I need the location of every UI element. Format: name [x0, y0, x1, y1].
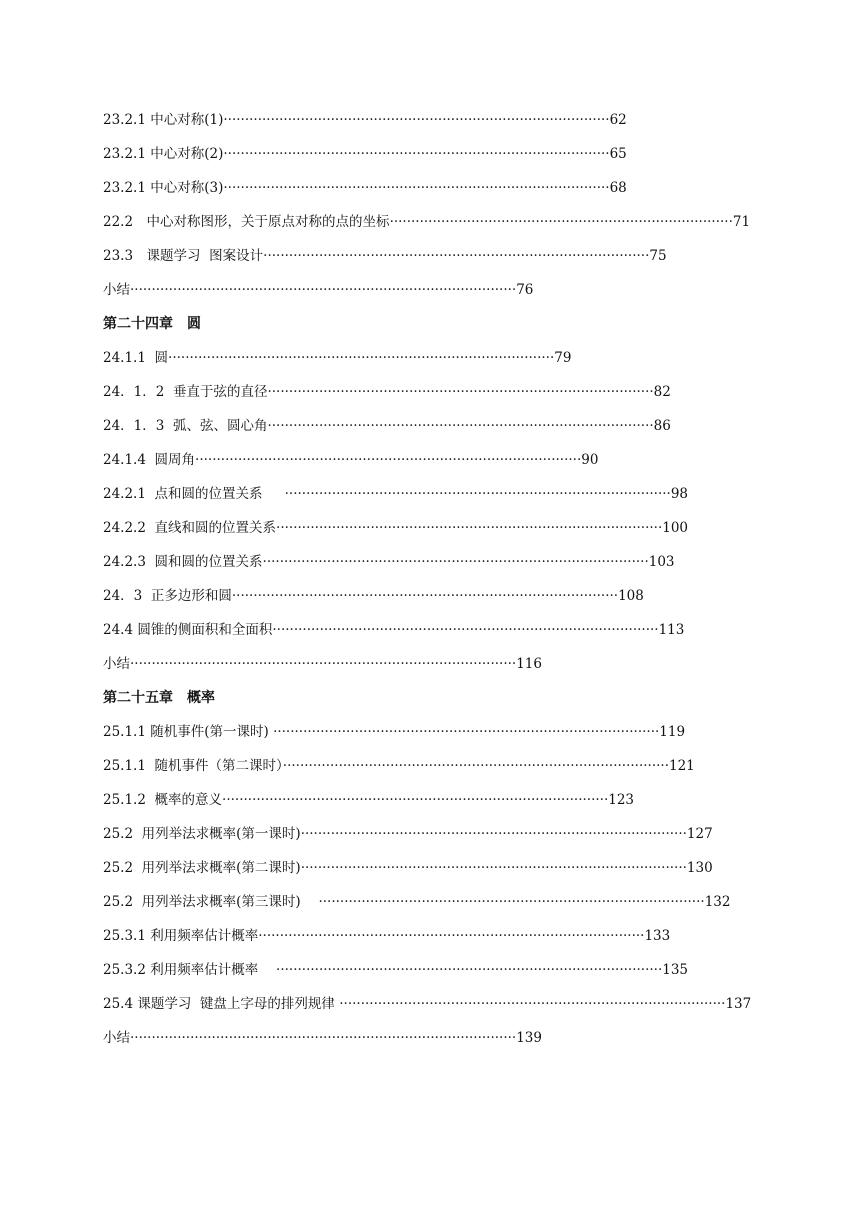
toc-entry-line	[103, 244, 667, 268]
toc-entry	[103, 958, 763, 992]
toc-leader-dots: ··························································································	[223, 146, 610, 162]
toc-entry-title: 25.2 用列举法求概率(第二课时)	[103, 860, 301, 876]
toc-entry-line	[103, 278, 533, 302]
toc-leader-dots: ··························································································	[130, 656, 517, 672]
table-of-contents	[103, 108, 763, 1060]
toc-leader-dots: ··························································································	[195, 452, 582, 468]
toc-page-number: 76	[516, 282, 534, 298]
toc-leader-dots: ··························································································	[262, 554, 649, 570]
toc-page-number: 90	[581, 452, 599, 468]
toc-entry	[103, 856, 763, 890]
toc-entry-title: 25.4 课题学习 键盘上字母的排列规律	[103, 996, 340, 1012]
toc-entry-line	[103, 448, 598, 472]
toc-entry	[103, 550, 763, 584]
toc-entry	[103, 176, 763, 210]
toc-page-number: 100	[662, 520, 689, 536]
toc-entry-line	[103, 1026, 542, 1050]
toc-leader-dots: ··························································································	[258, 928, 645, 944]
toc-entry-title: 小结	[103, 656, 130, 672]
toc-page-number: 103	[648, 554, 675, 570]
toc-leader-dots: ··························································································	[267, 418, 654, 434]
toc-entry-line	[103, 414, 671, 438]
toc-page-number: 132	[704, 894, 731, 910]
toc-entry	[103, 584, 763, 618]
toc-entry	[103, 448, 763, 482]
toc-page-number: 113	[658, 622, 685, 638]
toc-page-number: 82	[653, 384, 671, 400]
toc-entry	[103, 142, 763, 176]
toc-page-number: 127	[686, 826, 713, 842]
toc-entry-title: 小结	[103, 282, 130, 298]
toc-entry-line	[103, 652, 542, 676]
toc-entry-line	[103, 176, 627, 200]
toc-entry-line	[103, 516, 688, 540]
toc-entry-line	[103, 822, 713, 846]
toc-entry-title: 25.2 用列举法求概率(第一课时)	[103, 826, 301, 842]
toc-page-number: 116	[516, 656, 542, 672]
toc-entry-title: 25.1.1 随机事件（第二课时）	[103, 758, 283, 774]
toc-entry-line	[103, 380, 671, 404]
toc-entry	[103, 516, 763, 550]
toc-entry	[103, 482, 763, 516]
toc-leader-dots: ··························································································	[231, 588, 619, 604]
toc-page-number: 130	[686, 860, 713, 876]
toc-entry-line	[103, 618, 684, 642]
toc-entry-title: 24.2.1 点和圆的位置关系	[103, 486, 285, 502]
toc-leader-dots: ··························································································	[276, 520, 663, 536]
toc-entry	[103, 380, 763, 414]
chapter-heading: 第二十四章 圆	[103, 316, 201, 332]
toc-leader-dots: ··························································································	[222, 792, 609, 808]
toc-entry-title: 小结	[103, 1030, 130, 1046]
chapter-heading: 第二十五章 概率	[103, 690, 215, 706]
toc-entry-title: 24.2.3 圆和圆的位置关系	[103, 554, 263, 570]
toc-page-number: 119	[659, 724, 686, 740]
toc-page-number: 137	[725, 996, 752, 1012]
toc-entry-title: 24.4 圆锥的侧面积和全面积	[103, 622, 273, 638]
toc-entry-line	[103, 958, 688, 982]
toc-entry	[103, 822, 763, 856]
toc-entry-line	[103, 584, 644, 608]
toc-leader-dots: ··························································································	[318, 894, 705, 910]
toc-leader-dots: ··························································································	[284, 486, 671, 502]
toc-leader-dots: ··························································································	[130, 282, 517, 298]
toc-leader-dots: ················································································	[389, 214, 733, 230]
toc-entry-line	[103, 142, 627, 166]
toc-entry-title: 25.3.1 利用频率估计概率	[103, 928, 259, 944]
toc-entry-line	[103, 924, 670, 948]
toc-entry-title: 25.2 用列举法求概率(第三课时)	[103, 894, 319, 910]
toc-entry	[103, 890, 763, 924]
toc-entry-line	[103, 108, 627, 132]
toc-page-number: 98	[670, 486, 689, 502]
toc-entry-title: 24.1.4 圆周角	[103, 452, 196, 468]
toc-page-number: 139	[516, 1030, 542, 1046]
toc-entry-title: 23.2.1 中心对称(2)	[103, 146, 224, 162]
toc-leader-dots: ··························································································	[273, 724, 660, 740]
toc-entry	[103, 414, 763, 448]
toc-entry	[103, 346, 763, 380]
toc-page-number: 121	[669, 758, 695, 774]
toc-entry-line	[103, 754, 695, 778]
toc-page-number: 123	[608, 792, 635, 808]
toc-entry-line	[103, 856, 713, 880]
toc-page-number: 65	[609, 146, 627, 162]
toc-entry-title: 24．3 正多边形和圆	[103, 588, 232, 604]
toc-entry-title: 24．1．2 垂直于弦的直径	[103, 384, 268, 400]
toc-entry	[103, 1026, 763, 1060]
toc-entry-title: 22.2 中心对称图形，关于原点对称的点的坐标	[103, 214, 390, 230]
toc-leader-dots: ··························································································	[282, 758, 669, 774]
toc-leader-dots: ··························································································	[263, 248, 650, 264]
toc-entry	[103, 618, 763, 652]
toc-entry	[103, 108, 763, 142]
toc-leader-dots: ··························································································	[223, 180, 610, 196]
toc-leader-dots: ··························································································	[339, 996, 726, 1012]
toc-entry	[103, 754, 763, 788]
toc-leader-dots: ··························································································	[272, 622, 659, 638]
toc-leader-dots: ··························································································	[300, 826, 687, 842]
toc-page-number: 62	[609, 112, 627, 128]
toc-page-number: 75	[649, 248, 667, 264]
toc-leader-dots: ··························································································	[168, 350, 555, 366]
toc-leader-dots: ··························································································	[223, 112, 610, 128]
toc-entry-line	[103, 788, 634, 812]
toc-page-number: 133	[644, 928, 671, 944]
toc-entry-title: 25.1.2 概率的意义	[103, 792, 223, 808]
toc-entry-title: 24.2.2 直线和圆的位置关系	[103, 520, 277, 536]
toc-entry-title: 24．1．3 弧、弦、圆心角	[103, 418, 268, 434]
toc-entry-line	[103, 890, 730, 914]
toc-entry-title: 23.2.1 中心对称(3)	[103, 180, 224, 196]
toc-leader-dots: ··························································································	[130, 1030, 517, 1046]
toc-entry	[103, 720, 763, 754]
toc-entry	[103, 244, 763, 278]
toc-entry-title: 24.1.1 圆	[103, 350, 169, 366]
toc-entry-line	[103, 210, 750, 234]
toc-entry-line	[103, 482, 688, 506]
toc-entry	[103, 992, 763, 1026]
toc-leader-dots: ··························································································	[267, 384, 654, 400]
toc-leader-dots: ··························································································	[276, 962, 663, 978]
toc-entry	[103, 278, 763, 312]
toc-entry-line	[103, 720, 685, 744]
toc-entry	[103, 210, 763, 244]
toc-page-number: 71	[732, 214, 751, 230]
toc-entry-title: 25.1.1 随机事件(第一课时)	[103, 724, 274, 740]
toc-entry-line	[103, 992, 751, 1016]
toc-leader-dots: ··························································································	[300, 860, 687, 876]
toc-entry-title: 23.3 课题学习 图案设计	[103, 248, 264, 264]
toc-entry-title: 23.2.1 中心对称(1)	[103, 112, 224, 128]
toc-page-number: 79	[554, 350, 572, 366]
toc-page-number: 68	[609, 180, 627, 196]
toc-entry	[103, 788, 763, 822]
toc-entry	[103, 652, 763, 686]
toc-entry-title: 25.3.2 利用频率估计概率	[103, 962, 277, 978]
toc-entry-line	[103, 346, 571, 370]
toc-page-number: 86	[653, 418, 671, 434]
toc-page-number: 135	[662, 962, 689, 978]
toc-entry	[103, 924, 763, 958]
toc-entry-line	[103, 550, 675, 574]
toc-page-number: 108	[618, 588, 644, 604]
